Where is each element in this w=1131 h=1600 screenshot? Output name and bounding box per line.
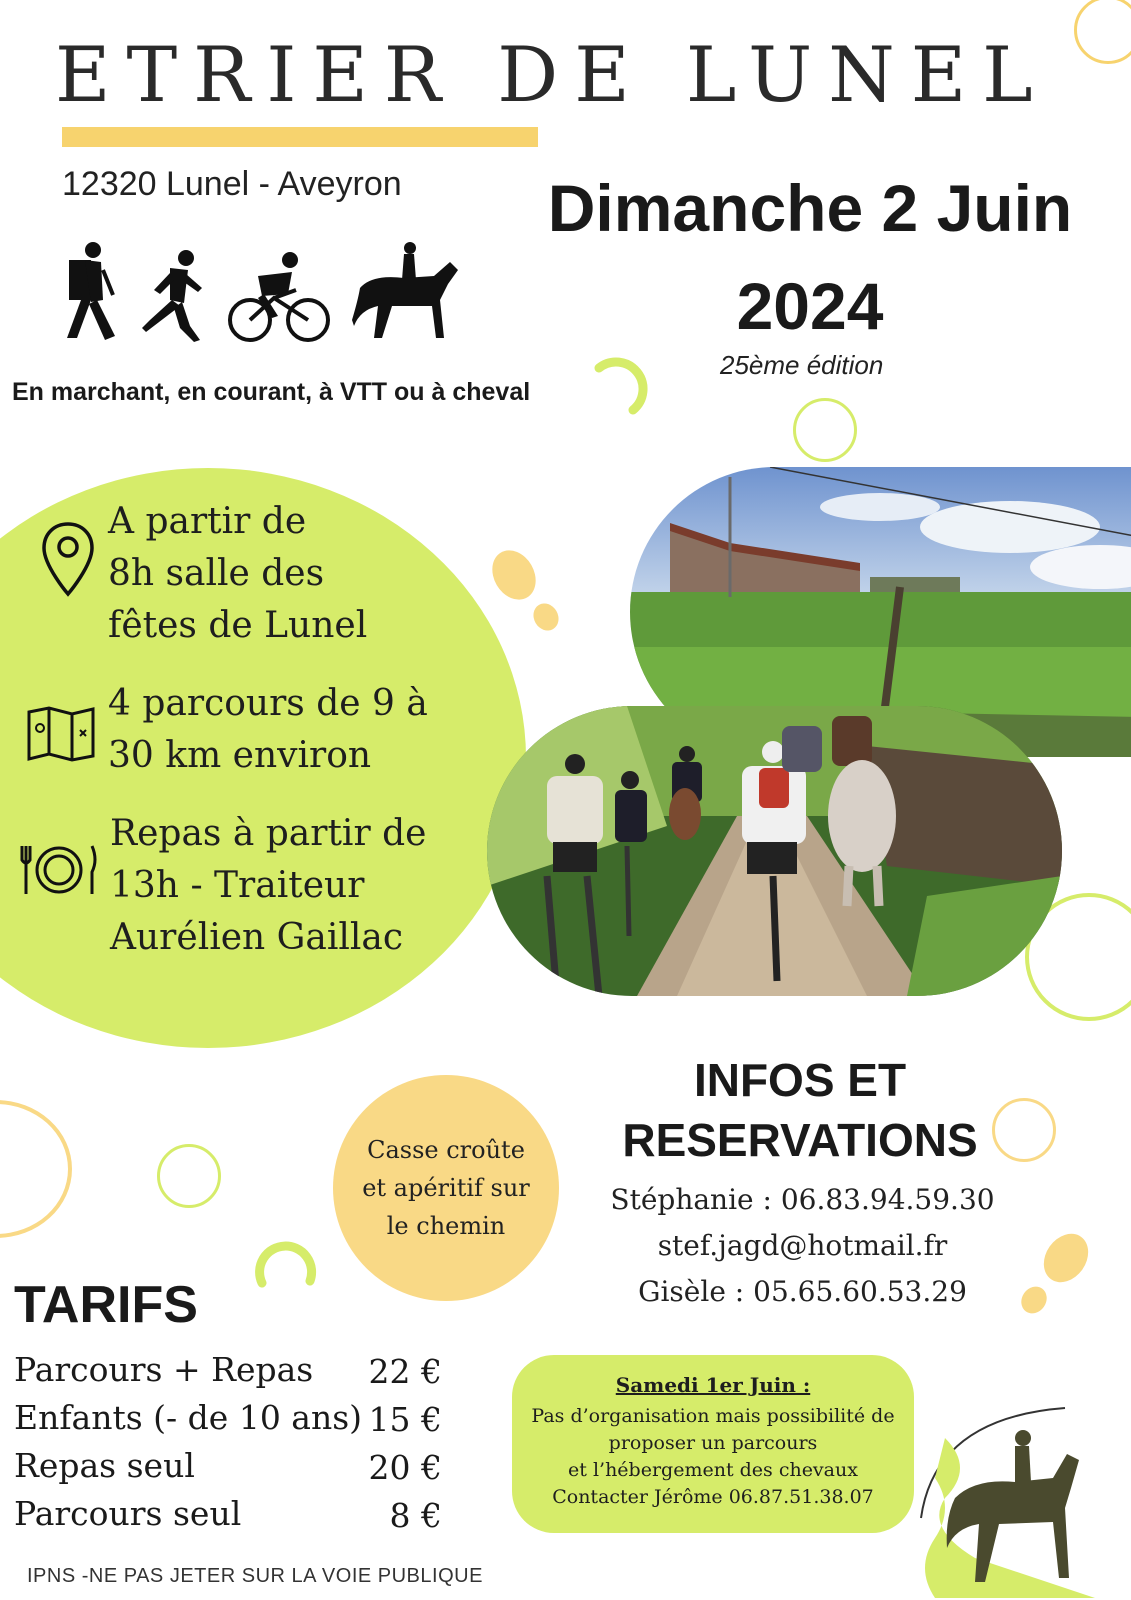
contact-email: stef.jagd@hotmail.fr xyxy=(657,1229,948,1262)
routes-info xyxy=(108,678,428,782)
tarif-price: 20 € xyxy=(368,1448,442,1487)
runner-icon xyxy=(140,248,210,343)
tarif-label: Parcours + Repas xyxy=(14,1350,314,1389)
title-underline-bar xyxy=(62,127,538,147)
plate-cutlery-icon xyxy=(18,840,100,900)
saturday-line: et l’hébergement des chevaux xyxy=(568,1459,858,1481)
event-year: 2024 xyxy=(736,269,884,343)
meal-info xyxy=(110,808,426,964)
event-edition: 25ème édition xyxy=(720,350,884,380)
activities-caption: En marchant, en courant, à VTT ou à cheval xyxy=(12,378,531,406)
trail-photo xyxy=(487,706,1062,996)
decorative-circle xyxy=(0,1100,72,1238)
rider-logo-icon xyxy=(915,1398,1105,1598)
footprint-icon xyxy=(1012,1228,1092,1318)
tarif-label: Repas seul xyxy=(14,1446,195,1485)
start-info xyxy=(108,496,367,652)
saturday-line: Contacter Jérôme 06.87.51.38.07 xyxy=(552,1486,874,1508)
start-info-line: A partir de xyxy=(108,501,307,542)
map-pin-icon xyxy=(40,520,96,600)
event-date: Dimanche 2 Juin xyxy=(547,171,1073,245)
footprint-icon xyxy=(488,545,568,635)
tarifs-title: TARIFS xyxy=(14,1276,198,1334)
meal-info-line: Aurélien Gaillac xyxy=(110,917,404,958)
start-info-line: fêtes de Lunel xyxy=(108,605,368,646)
tarif-label: Enfants (- de 10 ans) xyxy=(14,1398,363,1437)
tarif-price: 8 € xyxy=(389,1496,442,1535)
snack-line: le chemin xyxy=(386,1212,506,1240)
meal-info-line: Repas à partir de xyxy=(110,813,427,854)
horseshoe-icon xyxy=(248,1225,328,1305)
contact-stephanie: Stéphanie : 06.83.94.59.30 xyxy=(610,1183,995,1216)
saturday-title: Samedi 1er Juin : xyxy=(615,1373,811,1397)
tarif-price: 15 € xyxy=(368,1400,442,1439)
tarif-price: 22 € xyxy=(368,1352,442,1391)
snack-line: et apéritif sur xyxy=(362,1174,530,1202)
hiker-icon xyxy=(55,240,125,345)
decorative-circle xyxy=(992,1098,1056,1162)
contact-title-line: INFOS ET xyxy=(693,1054,907,1106)
routes-info-line: 4 parcours de 9 à xyxy=(108,683,428,724)
decorative-circle xyxy=(1074,0,1131,64)
routes-info-line: 30 km environ xyxy=(108,735,372,776)
contact-gisele: Gisèle : 05.65.60.53.29 xyxy=(638,1275,967,1308)
horse-rider-icon xyxy=(352,240,460,345)
saturday-notice xyxy=(512,1355,914,1533)
cyclist-icon xyxy=(228,250,332,345)
event-location: 12320 Lunel - Aveyron xyxy=(62,165,402,203)
snack-line: Casse croûte xyxy=(367,1136,525,1164)
tarif-label: Parcours seul xyxy=(14,1494,242,1533)
meal-info-line: 13h - Traiteur xyxy=(110,865,365,906)
snack-bubble xyxy=(333,1075,559,1301)
horseshoe-icon xyxy=(585,338,665,418)
folded-map-icon xyxy=(26,706,96,762)
event-title: ETRIER DE LUNEL xyxy=(55,30,1049,119)
decorative-circle xyxy=(157,1144,221,1208)
decorative-circle xyxy=(793,398,857,462)
start-info-line: 8h salle des xyxy=(108,553,325,594)
contact-title-line: RESERVATIONS xyxy=(622,1114,978,1166)
contact-title xyxy=(600,1050,1000,1170)
snack-text xyxy=(351,1131,541,1245)
footer-notice: IPNS -NE PAS JETER SUR LA VOIE PUBLIQUE xyxy=(27,1565,483,1587)
saturday-line: Pas d’organisation mais possibilité de xyxy=(531,1405,895,1427)
saturday-line: proposer un parcours xyxy=(608,1432,818,1454)
